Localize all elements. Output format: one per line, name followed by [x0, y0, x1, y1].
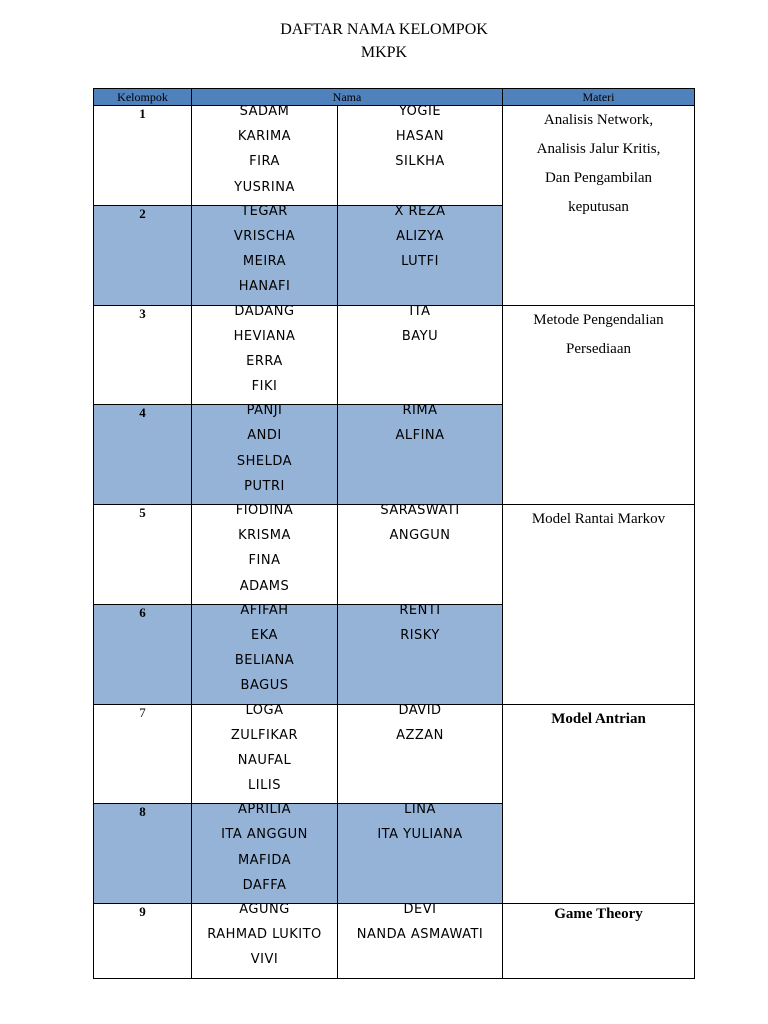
header-kelompok: Kelompok [94, 89, 192, 106]
member-name: HANAFI [238, 279, 291, 295]
member-name: DADANG [234, 303, 295, 319]
member-name: KARIMA [237, 129, 292, 145]
member-column [338, 904, 503, 979]
member-name: DAVID [398, 702, 442, 718]
member-name: DEVI [403, 902, 437, 917]
member-name: APRILIA [237, 802, 292, 818]
member-name: SHELDA [236, 453, 293, 469]
member-name: AGUNG [239, 902, 290, 917]
header-nama: Nama [192, 89, 503, 106]
member-name: ITA [409, 303, 431, 319]
member-column [338, 405, 503, 505]
member-column [338, 205, 503, 305]
materi-cell [503, 305, 695, 505]
document-subtitle: MKPK [360, 44, 408, 61]
member-column [192, 505, 338, 605]
member-name: TEGAR [241, 203, 288, 219]
member-name: SADAM [239, 104, 290, 119]
materi-line: Persediaan [566, 340, 631, 357]
member-name: HEVIANA [233, 328, 296, 344]
member-name: LOGA [245, 702, 284, 718]
member-name: KRISMA [238, 528, 291, 544]
materi-cell [503, 904, 695, 979]
group-number: 8 [94, 804, 192, 904]
materi-line: Dan Pengambilan [544, 170, 653, 186]
member-column [192, 604, 338, 704]
member-name: SARASWATI [380, 503, 460, 518]
group-number: 6 [94, 604, 192, 704]
header-materi: Materi [503, 89, 695, 106]
member-name: LINA [404, 802, 436, 818]
table-row [94, 904, 695, 979]
materi-cell [503, 704, 695, 904]
group-number: 2 [94, 205, 192, 305]
member-name: VRISCHA [233, 228, 296, 244]
member-name: ERRA [246, 353, 283, 369]
member-name: AZZAN [396, 727, 444, 743]
member-column [192, 804, 338, 904]
member-name: VIVI [250, 952, 279, 968]
member-column [338, 505, 503, 605]
member-name: ALFINA [395, 428, 445, 444]
member-name: HASAN [395, 129, 445, 145]
member-name: MEIRA [242, 254, 287, 270]
materi-line: Game Theory [554, 906, 643, 922]
member-name: SILKHA [395, 154, 445, 170]
member-name: LUTFI [401, 254, 439, 270]
materi-cell [503, 505, 695, 705]
member-name: PUTRI [244, 478, 285, 494]
member-name: BAYU [401, 328, 439, 344]
materi-line: keputusan [568, 199, 629, 215]
member-column [192, 904, 338, 979]
member-name: ADAMS [239, 578, 290, 594]
member-column [338, 305, 503, 405]
materi-cell [503, 106, 695, 306]
group-number: 4 [94, 405, 192, 505]
member-column [338, 804, 503, 904]
group-number: 3 [94, 305, 192, 405]
member-name: YOGIE [398, 104, 442, 119]
member-name: DAFFA [242, 877, 287, 893]
member-name: X REZA [394, 203, 446, 219]
member-name: FIRA [249, 154, 280, 170]
materi-line: Analisis Jalur Kritis, [536, 141, 661, 157]
materi-line: Metode Pengendalian [533, 311, 664, 328]
member-name: MAFIDA [237, 852, 292, 868]
member-name: ITA ANGGUN [221, 827, 308, 843]
member-name: BELIANA [234, 653, 295, 669]
group-number: 1 [94, 106, 192, 206]
member-name: YUSRINA [234, 179, 295, 195]
member-name: ANGGUN [389, 528, 451, 544]
member-column [192, 106, 338, 206]
member-column [338, 604, 503, 704]
group-number: 7 [94, 704, 192, 804]
member-name: NAUFAL [237, 752, 292, 768]
member-column [338, 704, 503, 804]
member-name: ZULFIKAR [230, 727, 299, 743]
materi-line: Analisis Network, [543, 112, 654, 128]
member-name: BAGUS [240, 678, 289, 694]
materi-line: Model Antrian [551, 710, 646, 727]
table-row [94, 704, 695, 804]
member-name: RAHMAD LUKITO [207, 927, 322, 943]
member-name: FINA [248, 553, 281, 569]
table-row [94, 106, 695, 206]
member-column [338, 106, 503, 206]
member-name: RISKY [400, 627, 440, 643]
table-row [94, 505, 695, 605]
member-name: LILIS [248, 778, 281, 794]
member-name: NANDA ASMAWATI [356, 927, 484, 943]
materi-line: Model Rantai Markov [531, 511, 666, 527]
member-name: ALIZYA [396, 228, 444, 244]
member-name: ITA YULIANA [377, 827, 463, 843]
table-row [94, 305, 695, 405]
member-name: PANJI [246, 403, 283, 419]
member-column [192, 305, 338, 405]
member-name: ANDI [247, 428, 282, 444]
member-name: RIMA [402, 403, 438, 419]
group-number: 9 [94, 904, 192, 979]
member-name: EKA [251, 627, 278, 643]
document-title: DAFTAR NAMA KELOMPOK [280, 21, 488, 38]
member-name: FIODINA [235, 503, 294, 518]
group-number: 5 [94, 505, 192, 605]
member-column [192, 405, 338, 505]
member-name: FIKI [251, 379, 278, 395]
member-name: AFIFAH [240, 602, 289, 618]
member-column [192, 704, 338, 804]
member-column [192, 205, 338, 305]
member-name: RENTI [399, 602, 441, 618]
group-table [93, 88, 695, 979]
